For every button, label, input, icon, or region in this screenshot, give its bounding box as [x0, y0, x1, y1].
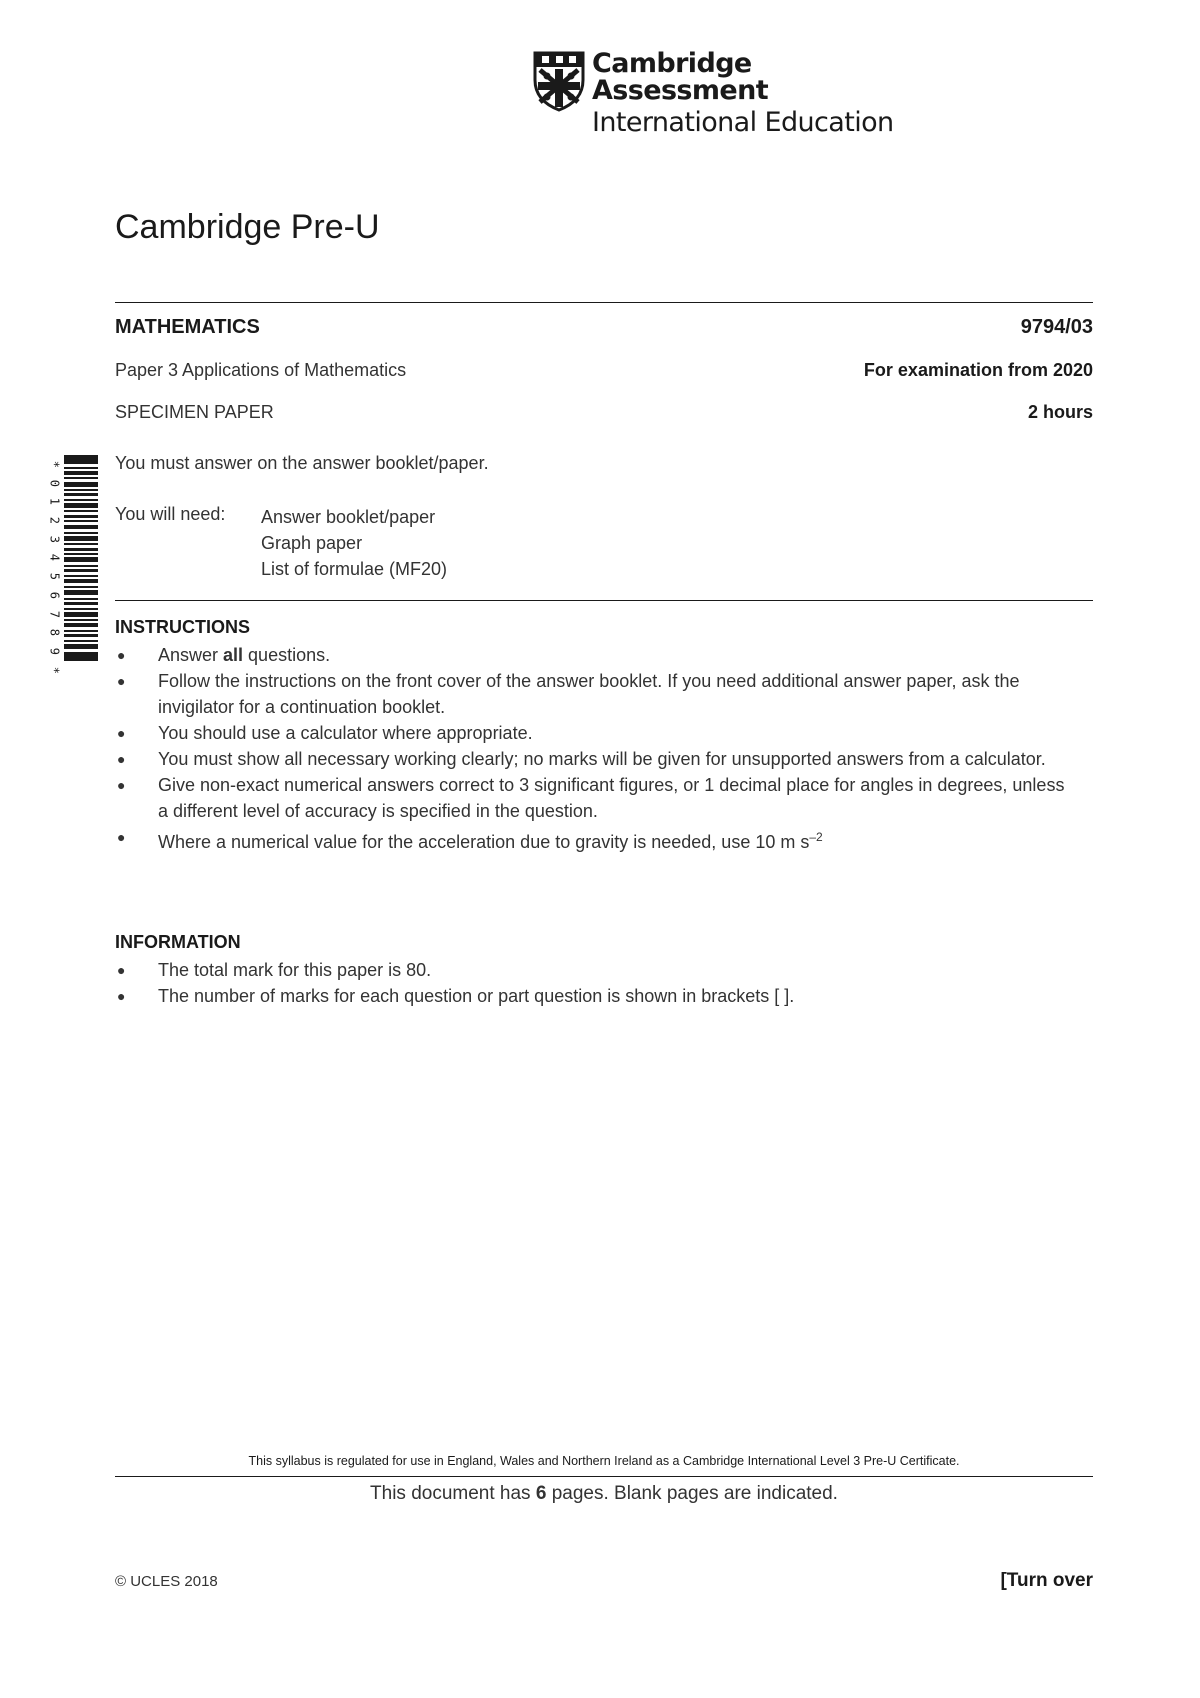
- need-label: You will need:: [115, 504, 226, 524]
- need-list: [261, 504, 447, 582]
- logo-line-2: International Education: [592, 107, 894, 138]
- answer-instruction: You must answer on the answer booklet/paper.: [115, 453, 489, 473]
- information-list: [115, 957, 1065, 1009]
- barcode: [44, 455, 100, 674]
- instructions-list: [115, 642, 1065, 855]
- bullet-icon: ●: [117, 647, 126, 663]
- list-item: ● Answer all questions.: [115, 642, 1065, 668]
- middle-divider: [115, 600, 1093, 601]
- list-item: ● The number of marks for each question or part question is shown in brackets [ ].: [115, 983, 1065, 1009]
- barcode-digit: *: [47, 666, 62, 674]
- need-item: List of formulae (MF20): [261, 559, 448, 579]
- subject-name: MATHEMATICS: [115, 316, 260, 338]
- information-heading: INFORMATION: [115, 932, 241, 952]
- list-item: ● You must show all necessary working clearly; no marks will be given for unsupported answers from a calculator.: [115, 746, 1065, 772]
- bullet-icon: ●: [117, 829, 126, 845]
- paper-name: Paper 3 Applications of Mathematics: [115, 360, 407, 380]
- need-item: Graph paper: [261, 533, 363, 553]
- exam-from: For examination from 2020: [863, 360, 1093, 380]
- turn-over: [Turn over: [1000, 1570, 1093, 1591]
- cambridge-crest-icon: [532, 50, 586, 112]
- barcode-digit: 8: [47, 628, 62, 637]
- barcode-digit: 4: [47, 554, 62, 562]
- barcode-digit: 1: [47, 498, 62, 506]
- bullet-icon: ●: [117, 751, 126, 767]
- logo-line-1: Cambridge Assessment: [592, 48, 769, 106]
- copyright: © UCLES 2018: [115, 1573, 218, 1590]
- barcode-digit: 6: [47, 591, 62, 599]
- syllabus-code: 9794/03: [1020, 316, 1093, 338]
- list-item: ● Where a numerical value for the acceleration due to gravity is needed, use 10 m $s^{-2}$: [115, 824, 1065, 855]
- page-count-note: This document has 6 pages. Blank pages are indicated.: [370, 1483, 838, 1504]
- list-item: ● Follow the instructions on the front cover of the answer booklet. If you need additional answer paper, ask the invigilator for a continuation booklet.: [115, 668, 1065, 720]
- barcode-digit: *: [47, 460, 62, 468]
- bullet-icon: ●: [117, 962, 126, 978]
- need-item: Answer booklet/paper: [261, 507, 436, 527]
- barcode-digit: 0: [47, 479, 62, 487]
- bullet-icon: ●: [117, 777, 126, 793]
- barcode-digit: 5: [47, 572, 62, 581]
- regulation-note: This syllabus is regulated for use in England, Wales and Northern Ireland as a Cambridge International Level 3 Pre-U Certificate.: [248, 1454, 960, 1468]
- barcode-bars: [64, 455, 98, 661]
- list-item: ● Give non-exact numerical answers correct to 3 significant figures, or 1 decimal place for angles in degrees, unless a different level of accuracy is specified in the question.: [115, 772, 1065, 824]
- bullet-icon: ●: [117, 673, 126, 689]
- specimen-label: SPECIMEN PAPER: [115, 402, 274, 422]
- top-divider: [115, 302, 1093, 303]
- bullet-icon: ●: [117, 725, 126, 741]
- barcode-digit: 3: [47, 535, 62, 543]
- barcode-digit: 9: [47, 647, 62, 655]
- footer-divider: [115, 1476, 1093, 1477]
- barcode-digits: [44, 455, 62, 679]
- cambridge-logo: [532, 48, 912, 138]
- list-item: ● The total mark for this paper is 80.: [115, 957, 1065, 983]
- barcode-digit: 7: [47, 610, 62, 618]
- bullet-icon: ●: [117, 988, 126, 1004]
- barcode-digit: 2: [47, 516, 62, 525]
- list-item: ● You should use a calculator where appropriate.: [115, 720, 1065, 746]
- duration: 2 hours: [1027, 402, 1093, 422]
- instructions-heading: INSTRUCTIONS: [115, 617, 250, 637]
- page-title: Cambridge Pre-U: [115, 208, 380, 246]
